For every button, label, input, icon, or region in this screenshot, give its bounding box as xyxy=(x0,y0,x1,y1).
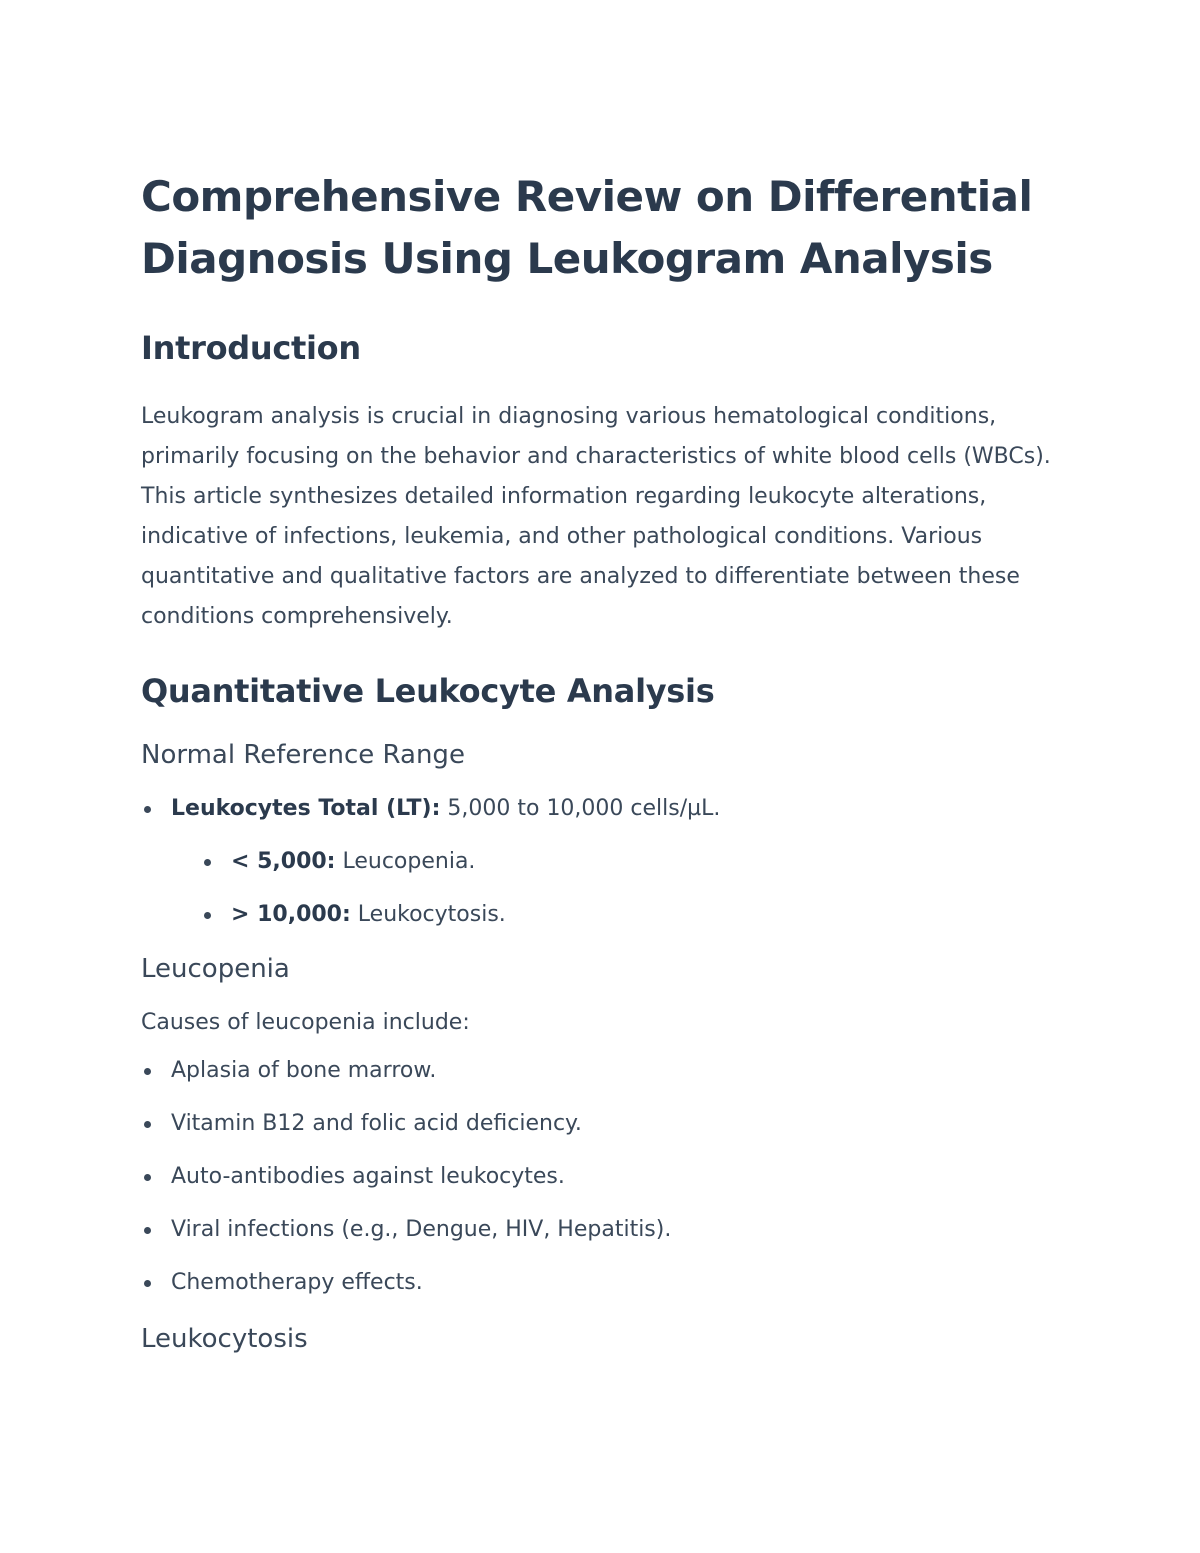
introduction-paragraph: Leukogram analysis is crucial in diagnosing various hematological conditions, primarily focusing on the behavior and characteristics of white blood cells (WBCs). This article synthesizes detailed information regarding leukocyte alterations, indicative of infections, leukemia, and other pathological conditions. Various quantitative and qualitative factors are analyzed to differentiate between these conditions comprehensively. xyxy=(141,404,1051,629)
reference-sub-list xyxy=(171,847,1061,930)
leucopenia-intro: Causes of leucopenia include: xyxy=(141,1010,470,1035)
list-item: Aplasia of bone marrow. xyxy=(141,1056,1061,1086)
list-item xyxy=(201,847,1061,877)
list-item xyxy=(201,900,1061,930)
threshold-label: > 10,000: xyxy=(231,902,351,927)
quantitative-analysis-heading: Quantitative Leukocyte Analysis xyxy=(141,672,715,710)
list-item xyxy=(141,794,1061,930)
threshold-label: < 5,000: xyxy=(231,849,336,874)
leucopenia-heading: Leucopenia xyxy=(141,954,290,984)
normal-reference-range-heading: Normal Reference Range xyxy=(141,740,465,770)
leucopenia-causes-list xyxy=(141,1056,1061,1298)
document-title: Comprehensive Review on Differential Diagnosis Using Leukogram Analysis xyxy=(141,172,1033,283)
leukocytosis-heading: Leukocytosis xyxy=(141,1324,308,1354)
list-item: Viral infections (e.g., Dengue, HIV, Hepatitis). xyxy=(141,1215,1061,1245)
document-page xyxy=(141,166,1061,1358)
threshold-value: Leucopenia. xyxy=(335,849,476,874)
introduction-heading: Introduction xyxy=(141,329,361,367)
reference-range-list xyxy=(141,794,1061,930)
list-item: Auto-antibodies against leukocytes. xyxy=(141,1162,1061,1192)
leukocytes-total-label: Leukocytes Total (LT): xyxy=(171,796,441,821)
list-item: Chemotherapy effects. xyxy=(141,1268,1061,1298)
threshold-value: Leukocytosis. xyxy=(350,902,506,927)
list-item: Vitamin B12 and folic acid deficiency. xyxy=(141,1109,1061,1139)
leukocytes-total-value: 5,000 to 10,000 cells/µL. xyxy=(440,796,721,821)
